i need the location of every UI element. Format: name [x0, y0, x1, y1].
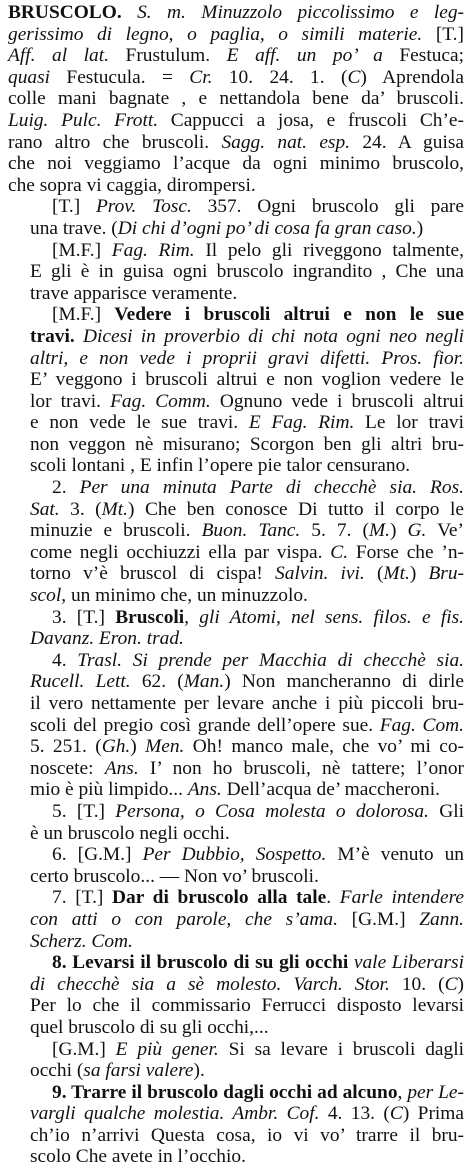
- text-run: , un minimo che, un minuzzolo.: [61, 585, 308, 607]
- text-line: [8, 2, 464, 24]
- text-run: Le lor travi: [354, 412, 464, 434]
- text-line: [8, 218, 464, 240]
- text-line: [8, 110, 464, 132]
- italic-run: Cr.: [189, 66, 213, 88]
- text-run: ,: [397, 1081, 408, 1103]
- text-line: [8, 736, 464, 758]
- text-run: 6. [G.M.]: [52, 844, 143, 866]
- text-line: [8, 909, 464, 931]
- bold-run: BRUSCOLO.: [8, 2, 122, 23]
- text-run: 7. [T.]: [52, 887, 113, 909]
- italic-run: vale Liberarsi: [353, 952, 464, 974]
- italic-run: Mt.: [101, 498, 129, 520]
- text-run: una trave. (: [30, 217, 118, 239]
- text-run: ch’io n’arrivi Questa cosa, io vi vo’ trarre il bru-: [30, 1124, 464, 1146]
- text-line: [8, 369, 464, 391]
- text-run: rano altro che bruscoli.: [8, 131, 222, 153]
- text-line: [8, 520, 464, 542]
- text-line: [8, 715, 464, 737]
- text-line: [8, 175, 464, 197]
- italic-run: Dicesi in proverbio di chi nota ogni neo negli: [82, 325, 464, 347]
- italic-run: Fag. Com.: [379, 714, 464, 736]
- text-run: noscete:: [30, 757, 105, 779]
- text-line: [8, 326, 464, 348]
- italic-run: gli Atomi, nel sens. filos. e fis.: [199, 606, 465, 628]
- text-line: [8, 693, 464, 715]
- entry-sense-paragraph: [8, 607, 464, 650]
- text-line: [8, 671, 464, 693]
- text-run: torno v’è bruscol di cispa!: [30, 563, 276, 585]
- text-run: occhi (: [30, 1060, 84, 1082]
- italic-run: Scherz. Com.: [30, 930, 133, 952]
- text-run: ,: [184, 606, 200, 628]
- text-line: [8, 434, 464, 456]
- text-run: 4.: [52, 649, 78, 671]
- text-run: (: [364, 563, 384, 585]
- italic-run: con atti o con parole, che s’ama.: [30, 908, 338, 930]
- entry-headword-paragraph: [8, 2, 464, 196]
- italic-run: scol: [30, 585, 62, 607]
- text-run: ).: [193, 1060, 205, 1082]
- text-run: Il pelo gli riveggono talmente,: [194, 239, 465, 261]
- text-run: 3. [T.]: [52, 606, 116, 628]
- text-line: [8, 477, 464, 499]
- text-run: Festucula. =: [50, 66, 190, 88]
- text-run: 10. 24. 1. (: [212, 66, 348, 88]
- italic-run: E più gener.: [115, 1038, 219, 1060]
- text-line: [8, 779, 464, 801]
- text-line: [8, 132, 464, 154]
- text-run: Festuca;: [382, 45, 464, 67]
- text-run: Dell’acqua de’ maccheroni.: [221, 779, 440, 801]
- entry-sense-paragraph: [8, 952, 464, 1038]
- text-line: [8, 844, 464, 866]
- text-run: ): [457, 973, 464, 995]
- text-run: ) Non mancheranno di dirle: [224, 671, 464, 693]
- text-line: [8, 1060, 464, 1082]
- italic-run: di checchè sia a sè molesto. Varch. Stor.: [30, 973, 390, 995]
- bold-run: 8. Levarsi il bruscolo di su gli occhi: [52, 952, 349, 974]
- entry-sense-paragraph: [8, 1039, 464, 1082]
- italic-run: E Fag. Rim.: [248, 412, 355, 434]
- text-line: [8, 304, 464, 326]
- text-run: Ve’: [426, 520, 464, 542]
- text-run: E gli è in guisa ogni bruscolo ingrandito , Che una: [30, 261, 464, 283]
- italic-run: per Le-: [407, 1081, 465, 1103]
- text-run: 62. (: [130, 671, 184, 693]
- italic-run: Fag. Rim.: [111, 239, 195, 261]
- text-run: 2.: [52, 477, 80, 499]
- italic-run: Men.: [145, 736, 185, 758]
- text-run: il vero nettamente per levare anche i più piccoli bru-: [30, 693, 464, 714]
- entry-sense-paragraph: [8, 844, 464, 887]
- text-line: [8, 952, 464, 974]
- text-run: trave apparisce veramente.: [30, 282, 238, 304]
- text-run: Frustulum.: [108, 45, 227, 67]
- text-line: [8, 628, 464, 650]
- text-line: [8, 1103, 464, 1125]
- text-run: 10. (: [389, 973, 445, 995]
- text-run: ) Aprendola: [360, 66, 464, 88]
- text-run: 5. 7. (: [300, 520, 369, 542]
- text-run: scoli del pregio così grande dell’opere sue.: [30, 714, 380, 736]
- italic-run: Gh.: [101, 736, 131, 758]
- text-run: 4. 13. (: [319, 1103, 390, 1125]
- text-line: [8, 585, 464, 607]
- text-run: 3. (: [59, 498, 102, 520]
- text-line: [8, 1146, 464, 1168]
- bold-run: Dar di bruscolo alla tale: [112, 887, 327, 909]
- text-run: I’ non ho bruscoli, nè tattere; l’onor: [138, 757, 464, 779]
- text-line: [8, 607, 464, 629]
- text-run: Gli: [428, 800, 464, 822]
- italic-run: Sat.: [30, 498, 60, 520]
- text-line: [8, 974, 464, 996]
- text-line: [8, 1017, 464, 1039]
- italic-run: Per Dubbio, Sospetto.: [142, 844, 327, 866]
- text-line: [8, 650, 464, 672]
- text-line: [8, 348, 464, 370]
- italic-run: C: [389, 1103, 403, 1125]
- text-run: ): [389, 520, 408, 542]
- italic-run: G.: [407, 520, 427, 542]
- bold-run: travi.: [30, 325, 75, 347]
- italic-run: Zann.: [419, 908, 464, 930]
- italic-run: sa farsi valere: [83, 1060, 194, 1082]
- text-line: [8, 240, 464, 262]
- entry-sense-paragraph: [8, 650, 464, 801]
- text-line: [8, 758, 464, 780]
- text-run: e non vede le sue travi.: [30, 412, 249, 434]
- text-line: [8, 1082, 464, 1104]
- italic-run: Bru-: [428, 563, 464, 585]
- text-line: [8, 261, 464, 283]
- text-run: 24. A guisa: [350, 131, 464, 153]
- text-line: [8, 45, 464, 67]
- text-run: non veggon nè misurano; Scorgon ben gli altri bru-: [30, 433, 464, 455]
- text-line: [8, 931, 464, 953]
- italic-run: C: [444, 973, 458, 995]
- bold-run: 9. Trarre il bruscolo dagli occhi ad alcuno: [52, 1081, 398, 1103]
- text-run: [T.]: [52, 196, 96, 218]
- text-run: colle mani bagnate , e nettandola bene da’ bruscoli.: [8, 88, 464, 110]
- italic-run: Rucell. Lett.: [30, 671, 131, 693]
- entry-sense-paragraph: [8, 1082, 464, 1168]
- text-line: [8, 995, 464, 1017]
- italic-run: E aff. un po’ a: [226, 45, 383, 67]
- text-line: [8, 67, 464, 89]
- italic-run: Prov. Tosc.: [95, 196, 192, 218]
- italic-run: Di chi d’ogni po’ di cosa fa gran caso.: [117, 217, 417, 239]
- italic-run: Salvin. ivi.: [275, 563, 365, 585]
- text-run: scoli lontani , E infin l’opere pie talor censurano.: [30, 455, 411, 477]
- text-run: come negli occhiuzzi ella par vispa.: [30, 541, 331, 563]
- text-run: 5. [T.]: [52, 800, 116, 822]
- text-run: [M.F.]: [52, 304, 115, 326]
- italic-run: vargli qualche molestia. Ambr. Cof.: [30, 1103, 320, 1125]
- italic-run: C.: [330, 541, 349, 563]
- text-run: ) Che ben conosce Di tutto il corpo le: [128, 498, 464, 520]
- text-run: 357. Ogni bruscolo gli pare: [191, 196, 465, 218]
- text-run: Ognuno vede i bruscoli altrui: [210, 390, 464, 412]
- bold-run: Bruscoli: [115, 606, 185, 628]
- text-run: ): [130, 736, 146, 758]
- text-run: Cappucci a josa, e fruscoli Ch’e-: [158, 109, 464, 131]
- entry-sense-paragraph: [8, 240, 464, 305]
- text-run: [75, 326, 83, 347]
- text-line: [8, 391, 464, 413]
- text-line: [8, 499, 464, 521]
- italic-run: Buon. Tanc.: [201, 520, 301, 542]
- text-run: ) Prima: [402, 1103, 464, 1125]
- italic-run: Luig. Pulc. Frott.: [8, 109, 159, 131]
- italic-run: Man.: [183, 671, 225, 693]
- text-line: [8, 88, 464, 110]
- text-run: lor travi.: [30, 390, 111, 412]
- text-line: [8, 823, 464, 845]
- italic-run: Fag. Comm.: [110, 390, 211, 412]
- entry-sense-paragraph: [8, 477, 464, 607]
- text-run: ): [409, 563, 429, 585]
- italic-run: Trasl. Si prende per Macchia di checchè sia.: [77, 649, 465, 671]
- text-run: Oh! manco male, che vo’ mi co-: [184, 736, 464, 758]
- text-line: [8, 866, 464, 888]
- text-run: che noi veggiamo l’acque da ogni minimo bruscolo,: [8, 153, 464, 175]
- entry-sense-paragraph: [8, 196, 464, 239]
- text-line: [8, 542, 464, 564]
- text-line: [8, 1039, 464, 1061]
- text-line: [8, 412, 464, 434]
- text-run: è un bruscolo negli occhi.: [30, 822, 230, 844]
- italic-run: C: [347, 66, 361, 88]
- text-run: quel bruscolo di su gli occhi,...: [30, 1016, 269, 1038]
- entry-sense-paragraph: [8, 304, 464, 477]
- italic-run: M.: [368, 520, 390, 542]
- text-line: [8, 153, 464, 175]
- entry-sense-paragraph: [8, 801, 464, 844]
- italic-run: Davanz. Eron. trad.: [30, 628, 184, 650]
- text-line: [8, 455, 464, 477]
- text-line: [8, 563, 464, 585]
- italic-run: Ans.: [187, 779, 222, 801]
- text-run: [122, 2, 137, 23]
- text-line: [8, 887, 464, 909]
- text-line: [8, 801, 464, 823]
- italic-run: S. m. Minuzzolo piccolissimo e leg-: [137, 2, 464, 23]
- italic-run: altri, e non vede i proprii gravi difetti. Pros. fior.: [30, 347, 464, 369]
- text-run: [G.M.]: [52, 1038, 116, 1060]
- italic-run: Persona, o Cosa molesta o dolorosa.: [115, 800, 429, 822]
- entry-sense-paragraph: [8, 887, 464, 952]
- text-run: .: [326, 887, 340, 909]
- text-run: [G.M.]: [337, 908, 420, 930]
- text-run: ): [416, 217, 424, 239]
- italic-run: gerissimo di legno, o paglia, o simili materie.: [8, 23, 423, 45]
- italic-run: Mt.: [383, 563, 410, 585]
- text-run: M’è venuto un: [326, 844, 465, 866]
- text-line: [8, 283, 464, 305]
- text-run: minuzie e bruscoli.: [30, 520, 202, 542]
- text-run: Si sa levare i bruscoli dagli: [218, 1038, 464, 1060]
- italic-run: Ans.: [104, 757, 139, 779]
- italic-run: quasi: [8, 66, 51, 88]
- text-run: [M.F.]: [52, 239, 112, 261]
- text-run: mio è più limpido...: [30, 779, 188, 801]
- italic-run: Aff. al lat.: [8, 45, 109, 67]
- bold-run: Vedere i bruscoli altrui e non le sue: [114, 304, 464, 326]
- text-run: E’ veggono i bruscoli altrui e non voglion vedere le: [30, 369, 464, 391]
- text-line: [8, 1125, 464, 1147]
- text-run: 5. 251. (: [30, 736, 102, 758]
- text-run: che sopra vi caggia, dirompersi.: [8, 174, 256, 196]
- italic-run: Per una minuta Parte di checchè sia. Ros.: [79, 477, 464, 499]
- text-run: Forse che ’n-: [348, 541, 464, 563]
- text-run: scolo Che avete in l’occhio.: [30, 1146, 246, 1168]
- text-line: [8, 24, 464, 46]
- italic-run: Sagg. nat. esp.: [221, 131, 351, 153]
- text-run: Per lo che il commissario Ferrucci disposto levarsi: [30, 995, 464, 1017]
- italic-run: Farle intendere: [339, 887, 465, 909]
- text-run: [T.]: [422, 23, 464, 45]
- text-run: certo bruscolo... — Non vo’ bruscoli.: [30, 865, 319, 887]
- text-line: [8, 196, 464, 218]
